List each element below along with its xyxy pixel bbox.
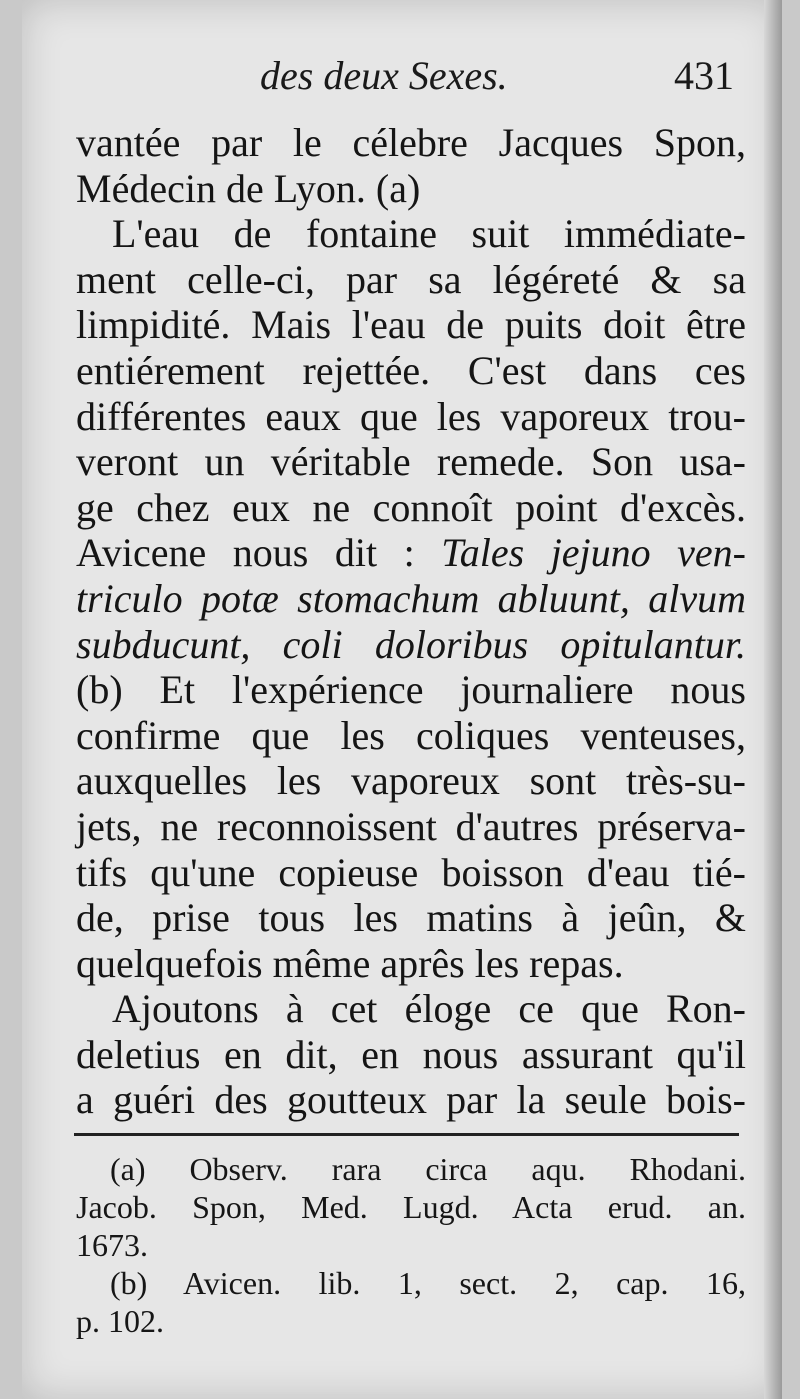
text-line: quelquefois même aprês les repas. (76, 940, 624, 986)
text-line: ge chez eux ne connoît point d'excès. (76, 484, 746, 530)
text-line: vantée par le célebre Jacques Spon, (76, 120, 746, 165)
footnotes (76, 1150, 746, 1340)
book-page (22, 0, 782, 1399)
latin-quote: Tales jejuno ven- (441, 530, 746, 576)
footnote-a-cont: 1673. (76, 1227, 148, 1263)
page-edge-shadow (764, 0, 782, 1399)
text-line (76, 622, 746, 668)
text-line: deletius en dit, en nous assurant qu'il (76, 1031, 746, 1077)
text-line: entiérement rejettée. C'est dans ces (76, 347, 746, 393)
text-segment: Avicene nous dit : (76, 530, 415, 576)
main-text (76, 120, 746, 1123)
text-line: Médecin de Lyon. (a) (76, 165, 421, 211)
text-line (76, 576, 746, 622)
text-line: a guéri des goutteux par la seule bois- (76, 1077, 746, 1123)
text-line (76, 530, 746, 576)
text-line: jets, ne reconnoissent d'autres préserva- (76, 803, 746, 849)
footnote-b-cont: p. 102. (76, 1303, 164, 1339)
latin-quote: triculo potæ stomachum abluunt, alvum (76, 575, 746, 621)
text-line: limpidité. Mais l'eau de puits doit être (76, 302, 746, 348)
text-line: Ajoutons à cet éloge ce que Ron- (112, 986, 746, 1032)
text-line: (b) Et l'expérience journaliere nous (76, 667, 746, 713)
footnote-a: (a) Observ. rara circa aqu. Rhodani. (110, 1151, 746, 1187)
text-line: auxquelles les vaporeux sont très-su- (76, 758, 746, 804)
footnote-a-cont: Jacob. Spon, Med. Lugd. Acta erud. an. (76, 1189, 746, 1225)
page-header (22, 52, 782, 112)
text-line: L'eau de fontaine suit immédiate- (112, 211, 746, 257)
text-line: tifs qu'une copieuse boisson d'eau tié- (76, 849, 746, 895)
running-title: des deux Sexes. (260, 53, 508, 98)
footnote-rule (74, 1133, 739, 1136)
latin-quote: subducunt, coli doloribus opitulantur. (76, 621, 746, 667)
footnote-b: (b) Avicen. lib. 1, sect. 2, cap. 16, (110, 1265, 746, 1301)
text-line: différentes eaux que les vaporeux trou- (76, 393, 746, 439)
text-line: de, prise tous les matins à jeûn, & (76, 895, 746, 941)
text-line: ment celle-ci, par sa légéreté & sa (76, 256, 746, 302)
text-line: veront un véritable remede. Son usa- (76, 439, 746, 485)
page-number: 431 (674, 53, 734, 98)
text-line: confirme que les coliques venteuses, (76, 712, 746, 758)
